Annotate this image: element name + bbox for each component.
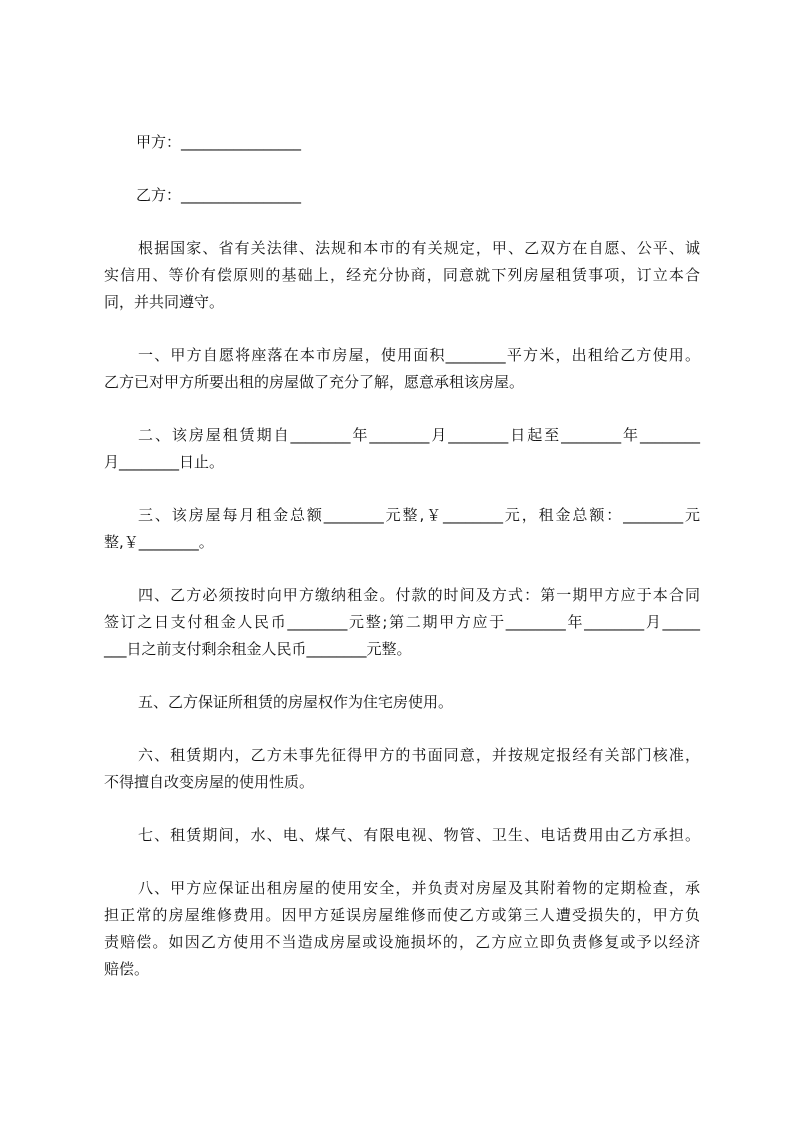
- clause-8-line-4: 赔偿。: [104, 960, 150, 978]
- clause-7-line-1: 七、租赁期间，水、电、煤气、有限电视、物管、卫生、电话费用由乙方承担。: [138, 826, 700, 844]
- clause-2-line-2: 月________日止。: [104, 453, 225, 471]
- intro-line-2: 实信用、等价有偿原则的基础上，经充分协商，同意就下列房屋租赁事项，订立本合: [104, 266, 700, 284]
- clause-1-line-2: 乙方已对甲方所要出租的房屋做了充分了解，愿意承租该房屋。: [104, 373, 525, 391]
- clause-3-line-1: 三、该房屋每月租金总额________元整,￥________元，租金总额：________元: [138, 506, 700, 524]
- clause-4-line-2: 签订之日支付租金人民币________元整;第二期甲方应于________年________月_____: [104, 613, 700, 631]
- intro-line-1: 根据国家、省有关法律、法规和本市的有关规定，甲、乙双方在自愿、公平、诚: [138, 239, 700, 257]
- clause-6-line-1: 六、租赁期内，乙方未事先征得甲方的书面同意，并按规定报经有关部门核准，: [138, 746, 700, 764]
- clause-4-line-3: ___日之前支付剩余租金人民币________元整。: [104, 640, 412, 658]
- party-a-line: 甲方：________________: [136, 133, 302, 151]
- clause-4-line-1: 四、乙方必须按时向甲方缴纳租金。付款的时间及方式：第一期甲方应于本合同: [138, 586, 700, 604]
- clause-8-line-1: 八、甲方应保证出租房屋的使用安全，并负责对房屋及其附着物的定期检查，承: [138, 879, 700, 897]
- clause-8-line-3: 责赔偿。如因乙方使用不当造成房屋或设施损坏的，乙方应立即负责修复或予以经济: [104, 933, 700, 951]
- party-b-line: 乙方：________________: [136, 186, 302, 204]
- clause-6-line-2: 不得擅自改变房屋的使用性质。: [104, 773, 315, 791]
- clause-1-line-1: 一、甲方自愿将座落在本市房屋，使用面积________平方米，出租给乙方使用。: [138, 346, 700, 364]
- clause-5-line-1: 五、乙方保证所租赁的房屋权作为住宅房使用。: [138, 693, 454, 711]
- clause-3-line-2: 整,￥________。: [104, 533, 214, 551]
- clause-2-line-1: 二、该房屋租赁期自________年________月________日起至________年________: [138, 426, 700, 444]
- clause-8-line-2: 担正常的房屋维修费用。因甲方延误房屋维修而使乙方或第三人遭受损失的，甲方负: [104, 906, 700, 924]
- intro-line-3: 同，并共同遵守。: [104, 293, 225, 311]
